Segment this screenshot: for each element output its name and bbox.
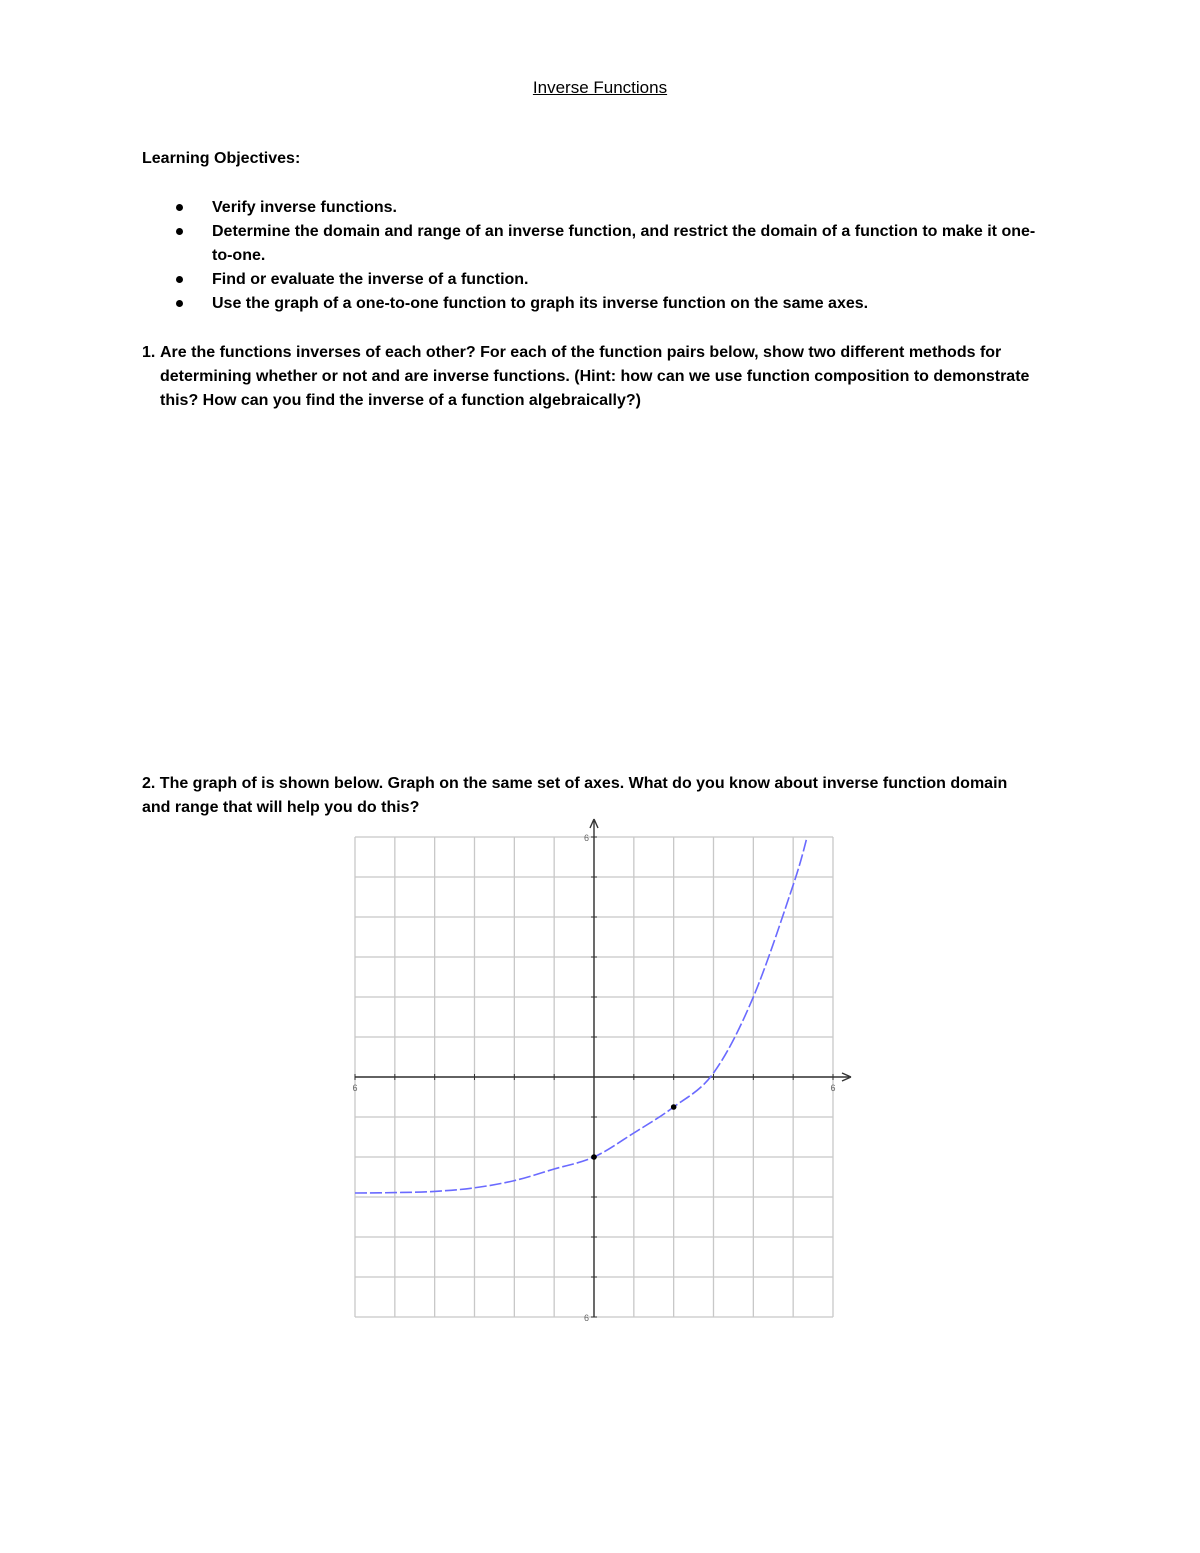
y-axis-min-label: 6	[583, 1313, 589, 1323]
question-1-text: Are the functions inverses of each other? For each of the function pairs below, show two different methods for determining whether or not and are inverse functions. (Hint: how can we use function composition to demonstrate this? How can you find the inverse of a function algebraically?)	[160, 344, 1030, 409]
y-axis-max-label: 6	[583, 833, 589, 843]
x-axis-max-label: 6	[830, 1083, 836, 1093]
objective-item: Use the graph of a one-to-one function to graph its inverse function on the same axes.	[142, 292, 1052, 316]
objective-item: Find or evaluate the inverse of a function.	[142, 268, 1052, 292]
x-axis-min-label: 6	[352, 1083, 358, 1093]
question-2-text: 2. The graph of is shown below. Graph on the same set of axes. What do you know about inverse function domain and range that will help you do this?	[142, 775, 1008, 816]
curve-point	[671, 1104, 677, 1110]
page-title: Inverse Functions	[532, 78, 668, 97]
curve-point	[591, 1154, 597, 1160]
objective-item: Verify inverse functions.	[142, 196, 1052, 220]
objectives-heading: Learning Objectives:	[142, 150, 301, 167]
function-curve	[355, 837, 807, 1193]
question-1-number: 1.	[142, 344, 156, 361]
objectives-list	[142, 196, 1052, 316]
question-1	[142, 341, 1052, 413]
function-graph	[340, 815, 860, 1330]
objective-item: Determine the domain and range of an inverse function, and restrict the domain of a function to make it one-to-one.	[142, 220, 1052, 268]
